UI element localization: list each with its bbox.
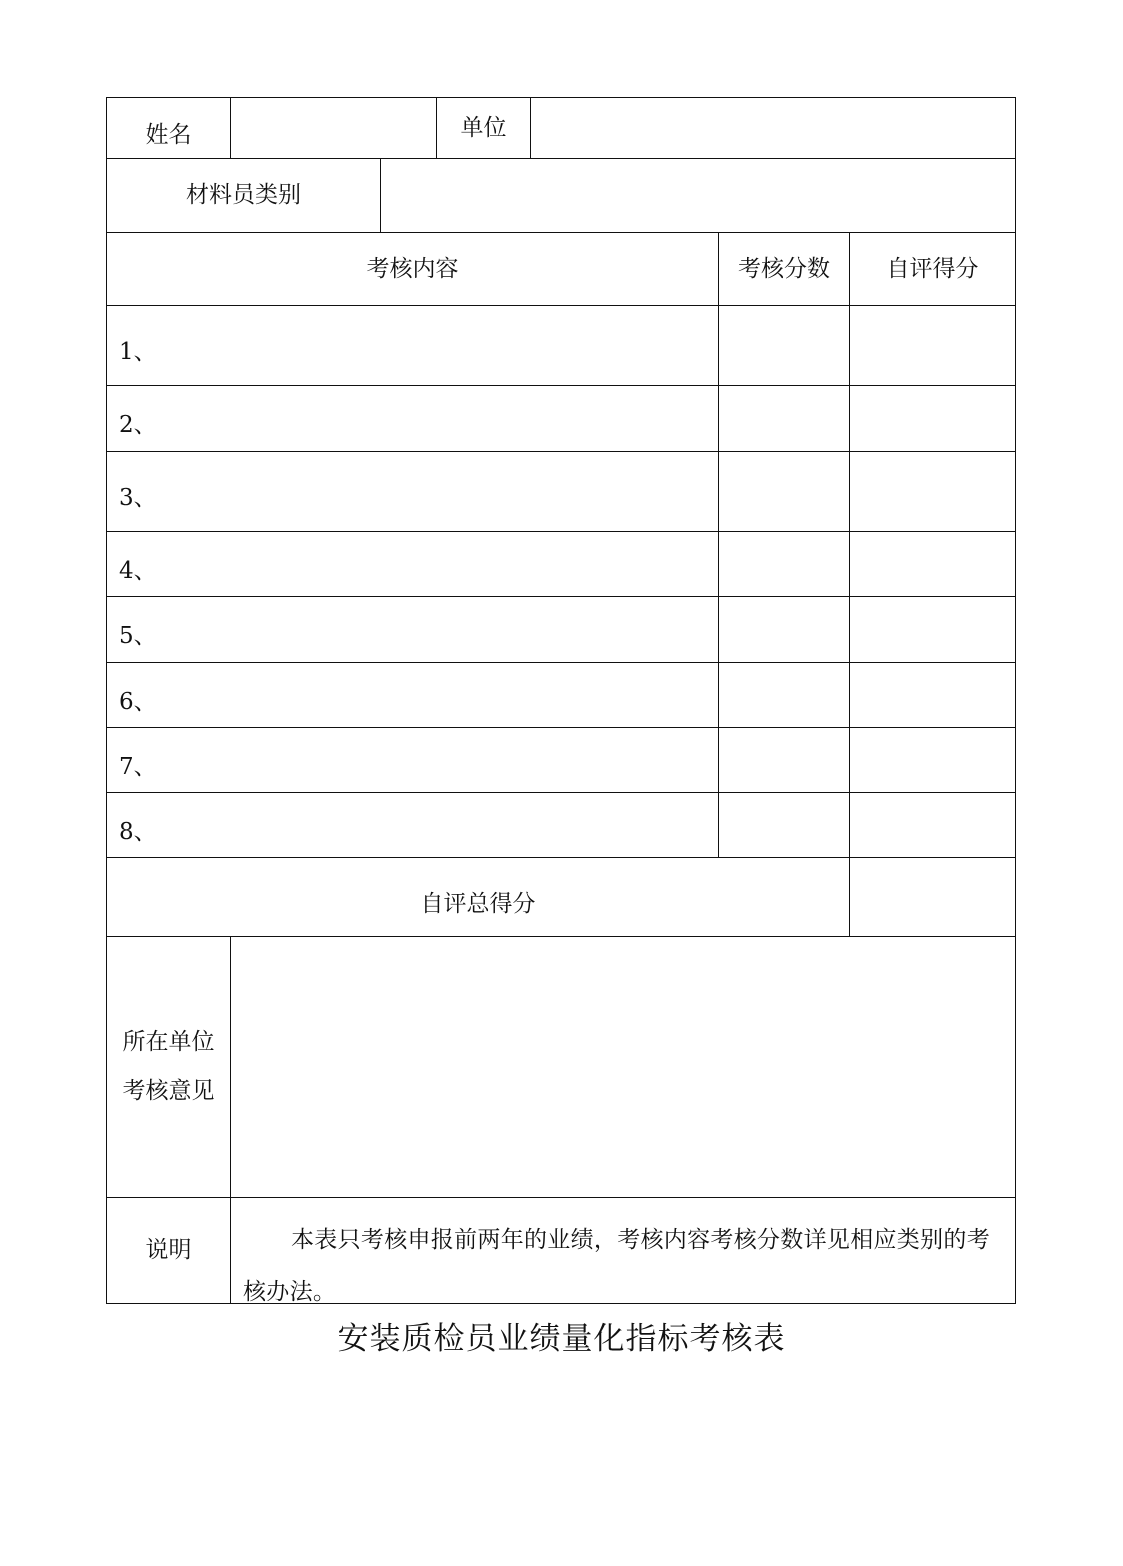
unit-label: 单位 <box>436 97 531 159</box>
item-row-2-self-score[interactable] <box>849 385 1016 452</box>
item-row-8-score[interactable] <box>718 792 850 858</box>
item-row-5-score[interactable] <box>718 596 850 663</box>
opinion-label-line1: 所在单位 <box>122 1029 215 1055</box>
item-row-7-self-score[interactable] <box>849 727 1016 793</box>
item-row-4-label: 4、 <box>106 531 719 597</box>
form-title: 安装质检员业绩量化指标考核表 <box>337 1321 786 1357</box>
item-row-1-self-score[interactable] <box>849 305 1016 386</box>
unit-field[interactable] <box>530 97 1016 159</box>
category-field[interactable] <box>380 158 1016 233</box>
item-row-5-self-score[interactable] <box>849 596 1016 663</box>
item-row-1-score[interactable] <box>718 305 850 386</box>
item-row-7-score[interactable] <box>718 727 850 793</box>
opinion-label-line2: 考核意见 <box>122 1078 215 1104</box>
item-row-6-self-score[interactable] <box>849 662 1016 728</box>
item-row-5-label: 5、 <box>106 596 719 663</box>
assessment-form-table <box>106 97 1016 1304</box>
item-row-3-score[interactable] <box>718 451 850 532</box>
item-row-3-label: 3、 <box>106 451 719 532</box>
item-row-8-label: 8、 <box>106 792 719 858</box>
item-row-4-score[interactable] <box>718 531 850 597</box>
opinion-field[interactable] <box>230 936 1016 1198</box>
score-header: 考核分数 <box>718 232 850 306</box>
name-field[interactable] <box>230 97 437 159</box>
item-row-3-self-score[interactable] <box>849 451 1016 532</box>
name-label: 姓名 <box>106 97 231 159</box>
item-row-6-score[interactable] <box>718 662 850 728</box>
note-text: 本表只考核申报前两年的业绩，考核内容考核分数详见相应类别的考核办法。 <box>230 1197 1016 1304</box>
content-header: 考核内容 <box>106 232 719 306</box>
total-field[interactable] <box>849 857 1016 937</box>
item-row-6-label: 6、 <box>106 662 719 728</box>
item-row-1-label: 1、 <box>106 305 719 386</box>
opinion-label <box>106 936 231 1198</box>
item-row-2-score[interactable] <box>718 385 850 452</box>
note-label: 说明 <box>106 1197 231 1304</box>
item-row-8-self-score[interactable] <box>849 792 1016 858</box>
item-row-2-label: 2、 <box>106 385 719 452</box>
item-row-4-self-score[interactable] <box>849 531 1016 597</box>
category-label: 材料员类别 <box>106 158 381 233</box>
self-score-header: 自评得分 <box>849 232 1016 306</box>
item-row-7-label: 7、 <box>106 727 719 793</box>
total-label: 自评总得分 <box>106 857 850 937</box>
